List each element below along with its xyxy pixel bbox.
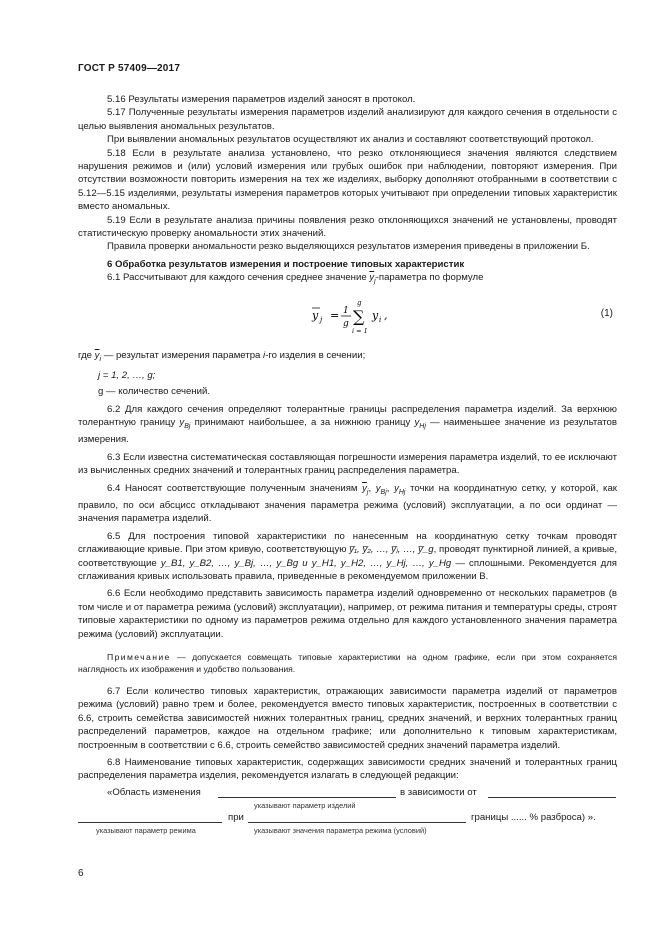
ybar-symbol: $\overline{y}$	[369, 272, 375, 284]
p61-text-a: 6.1 Рассчитывают для каждого сечения среднее значение	[107, 272, 370, 284]
paragraph-5-18: 5.18 Если в результате анализа установлено, что резко отклоняющиеся значения являются следствием нарушения режимов и (или) условий измерения или грубых ошибок при наблюдении, повторяют измерения. При отсутствии возможности повторить измерения на тех же изделиях, выборку дополняют отобранными в соответствии с 5.12—5.15 изделиями, результаты измерения параметров которых учитывают при определении типовых характеристик вместо аномальных.	[78, 147, 617, 213]
p65-text-a: 6.5 Для построения типовой характеристики по нанесенным на координатную сетку точкам проводят сглаживающие кривые. При этом кривую, соответствующую	[78, 530, 617, 556]
template-line2-text-b: границы ...... % разброса) ».	[471, 811, 596, 823]
where-text-c: -го изделия в сечении;	[265, 349, 366, 361]
p64-yHj: y	[394, 482, 399, 494]
paragraph-5-16: 5.16 Результаты измерения параметров изделий заносят в протокол.	[107, 94, 416, 105]
formula-y: y	[372, 308, 379, 322]
formula-sub-j: j	[320, 315, 323, 324]
paragraph-6-4: 6.4 Наносят соответствующие полученным значениям $\overline{y}_j$, $y_{Bj}$, $y_{Hj}$ точки на координатную сетку, у которой, как правило, по оси абсцисс откладывают значения параметра режима (условий) эксплуатации, а по оси ординат — значения параметра изделий.	[78, 482, 617, 525]
p65-mean-series: y̅₁, y̅₂, …, y̅ⱼ, …, y̅_g	[349, 544, 434, 556]
p64-ybar-sub: j	[366, 488, 369, 496]
template-line-2	[78, 810, 617, 835]
p62-text-c: — наименьшее значение из результатов измерения.	[78, 417, 617, 446]
svg-text:=: =	[330, 308, 340, 322]
paragraph-5-17: 5.17 Полученные результаты измерения параметров изделий анализируют для каждого сечения в отдельности с целью выявления аномальных результатов.	[78, 107, 617, 132]
where-i-var: i	[263, 349, 266, 361]
template-line2-text-a: при	[228, 811, 244, 823]
where-g-def: g — количество сечений.	[98, 386, 210, 398]
p62-text-a: 6.2 Для каждого сечения определяют толерантные границы распределения параметра изделий. За верхнюю толерантную границу	[78, 403, 617, 429]
p62-yHj: y	[414, 417, 420, 429]
blank-mode-values	[248, 810, 466, 823]
ybar-subscript: j	[374, 278, 376, 286]
where-j-def: j = 1, 2, …, g;	[98, 369, 156, 381]
formula-sum-bot: i = 1	[352, 326, 368, 335]
paragraph-6-7: 6.7 Если количество типовых характеристик, отражающих зависимости параметра изделий от параметров режима (условий) равно трем и более, рекомендуется вместо типовых характеристик, построенных в соответствии с 6.6, строить семейства зависимостей нижних толерантных границ, средних значений, и верхних толерантных границ распределений параметров, каждое на отдельном графике; или дополнительно к типовым характеристикам, построенным в соответствии с 6.6, строить семейство зависимостей средних значений параметра изделий.	[78, 686, 617, 751]
where-clause	[78, 349, 617, 366]
paragraph-6-5	[78, 530, 617, 584]
template-line1-text-b: в зависимости от	[400, 786, 477, 798]
where-text-b: — результат измерения параметра	[101, 349, 264, 361]
document-header: ГОСТ Р 57409—2017	[78, 63, 181, 74]
p64-text-b: точки на координатную сетку, у которой, как правило, по оси абсцисс откладывают значения параметра режима (условий) эксплуатации, а по оси ординат — значения параметра изделий.	[78, 482, 617, 525]
equation-number: (1)	[600, 307, 613, 319]
caption-mode-values: указывают значения параметра режима (условий)	[254, 825, 427, 835]
caption-mode-parameter: указывают параметр режима	[96, 825, 196, 835]
p64-yBj-sub: Bj	[380, 488, 387, 496]
formula-svg	[310, 297, 450, 341]
p62-yBj: y	[179, 417, 185, 429]
formula-frac-num: 1	[343, 305, 349, 316]
p62-yHj-sub: Hj	[419, 423, 426, 431]
paragraph-6-3: 6.3 Если известна систематическая составляющая погрешности измерения параметра изделий, то ее исключают из вычисленных средних значений и толерантных границ распределения параметра.	[78, 451, 617, 477]
paragraph-5-17-cont: При выявлении аномальных результатов осуществляют их анализ и составляют соответствующий протокол.	[107, 134, 594, 146]
blank-dependency	[488, 785, 616, 798]
where-y-sub: i	[99, 355, 102, 363]
p65-text-c: — сплошными. Рекомендуется для сглаживания кривых использовать правила, приведенные в рекомендуемом приложении В.	[78, 557, 617, 582]
blank-mode-parameter	[78, 810, 222, 823]
note-label: Примечание	[107, 652, 171, 663]
p64-yBj: y	[375, 482, 381, 494]
page-number: 6	[78, 868, 84, 879]
p64-ybar: $\overline{y}$	[362, 482, 367, 494]
section-6-heading: 6 Обработка результатов измерения и построение типовых характеристик	[107, 258, 465, 270]
svg-text:,: ,	[384, 308, 388, 322]
p64-text-a: 6.4 Наносят соответствующие полученным значениям	[107, 482, 363, 494]
where-y-symbol: $\overline{y}$	[94, 349, 100, 361]
p62-text-b: принимают наибольшее, а за нижнюю границу	[190, 417, 415, 429]
paragraph-5-19: 5.19 Если в результате анализа причины появления резко отклоняющихся значений не установлены, проводят статистическую проверку аномальности этих значений.	[78, 214, 617, 240]
p64-yHj-sub: Hj	[398, 488, 406, 496]
caption-product-parameter: указывают параметр изделий	[254, 800, 356, 810]
template-line1-text-a: «Область изменения	[107, 786, 201, 798]
p61-text-b: -параметра по формуле	[375, 272, 484, 284]
blank-product-parameter	[218, 785, 396, 798]
note	[78, 651, 617, 675]
paragraph-5-19-cont: Правила проверки аномальности резко выделяющихся результатов измерения приведены в приложении Б.	[107, 241, 590, 253]
paragraph-6-1	[78, 271, 617, 288]
formula-ybar: y	[312, 308, 319, 322]
where-label: где	[78, 349, 95, 361]
document-body	[78, 93, 618, 835]
formula-sum-top: g	[357, 298, 362, 307]
note-text: — допускается совмещать типовые характеристики на одном графике, если при этом сохраняется наглядность их изображения и удобство пользования.	[78, 652, 617, 675]
p65-text-b: , проводят пунктирной линией, а кривые, соответствующие	[78, 544, 618, 569]
svg-text:∑: ∑	[353, 306, 365, 326]
formula-1	[78, 291, 617, 341]
p65-bound-series: y_B1, y_B2, …, y_Bj, …, y_Bg и y_H1, y_H2, …, y_Hj, …, y_Hg	[160, 557, 452, 569]
paragraph-6-8: 6.8 Наименование типовых характеристик, содержащих зависимости средних значений и толерантных границ распределения параметра изделия, рекомендуется излагать в следующей редакции:	[78, 757, 617, 782]
paragraph-6-6: 6.6 Если необходимо представить зависимость параметра изделий одновременно от нескольких параметров (в том числе и от параметра режима (условий) эксплуатации), например, от режима питания и температуры среды, строят типовые характеристики по одному из параметров режима отдельно для каждого установленного значения параметра режима (условий) эксплуатации.	[78, 588, 617, 640]
formula-sub-i: i	[379, 315, 382, 324]
template-line-1	[78, 785, 617, 810]
paragraph-6-2	[78, 403, 617, 447]
formula-frac-den: g	[343, 318, 349, 329]
p62-yBj-sub: Bj	[184, 423, 191, 431]
